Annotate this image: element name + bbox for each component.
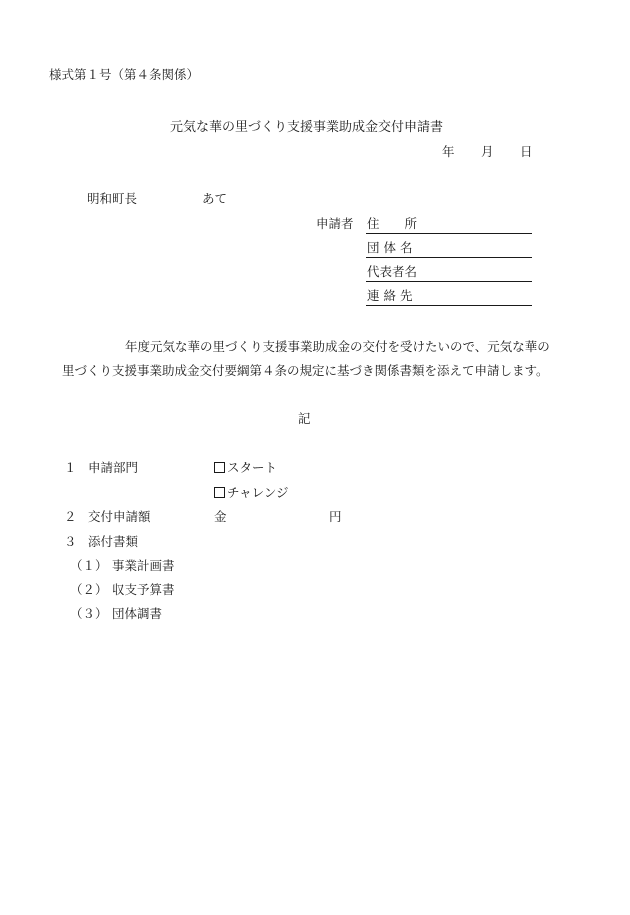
checkbox-start[interactable] — [214, 462, 225, 473]
doc-2-label: 収支予算書 — [112, 582, 175, 597]
record-heading: 記 — [298, 411, 311, 426]
applicant-group-line[interactable] — [366, 257, 532, 258]
item-3-number: ３ — [64, 534, 77, 549]
item-1-label: 申請部門 — [88, 460, 139, 475]
doc-2-number: （２） — [70, 582, 108, 597]
amount-suffix: 円 — [329, 509, 342, 524]
addressee-name: 明和町長 — [87, 191, 138, 206]
item-2-number: ２ — [64, 509, 77, 524]
date-month: 月 — [481, 144, 494, 159]
applicant-address-label: 住 所 — [367, 216, 418, 231]
applicant-label: 申請者 — [316, 216, 354, 231]
item-2-label: 交付申請額 — [88, 509, 151, 524]
option-start[interactable] — [214, 462, 277, 475]
doc-1-label: 事業計画書 — [112, 558, 175, 573]
form-number: 様式第１号（第４条関係） — [49, 67, 200, 82]
item-3-label: 添付書類 — [88, 534, 139, 549]
item-1-number: １ — [64, 460, 77, 475]
option-start-label: スタート — [227, 460, 278, 475]
doc-3-number: （３） — [70, 606, 108, 621]
date-day: 日 — [520, 144, 533, 159]
doc-3-label: 団体調書 — [112, 606, 163, 621]
applicant-representative-label: 代表者名 — [367, 264, 418, 279]
page-title: 元気な華の里づくり支援事業助成金交付申請書 — [170, 120, 444, 135]
option-challenge-label: チャレンジ — [227, 485, 289, 500]
applicant-contact-label: 連 絡 先 — [367, 288, 413, 303]
body-line-2: 里づくり支援事業助成金交付要綱第４条の規定に基づき関係書類を添えて申請します。 — [62, 363, 549, 378]
doc-1-number: （１） — [70, 558, 108, 573]
applicant-group-label: 団 体 名 — [367, 240, 413, 255]
amount-prefix: 金 — [214, 509, 227, 524]
checkbox-challenge[interactable] — [214, 487, 225, 498]
body-line-1: 年度元気な華の里づくり支援事業助成金の交付を受けたいので、元気な華の — [125, 339, 550, 354]
applicant-contact-line[interactable] — [366, 305, 532, 306]
addressee-suffix: あて — [202, 191, 228, 206]
applicant-representative-line[interactable] — [366, 281, 532, 282]
date-year: 年 — [442, 144, 455, 159]
applicant-address-line[interactable] — [366, 233, 532, 234]
option-challenge[interactable] — [214, 487, 289, 500]
